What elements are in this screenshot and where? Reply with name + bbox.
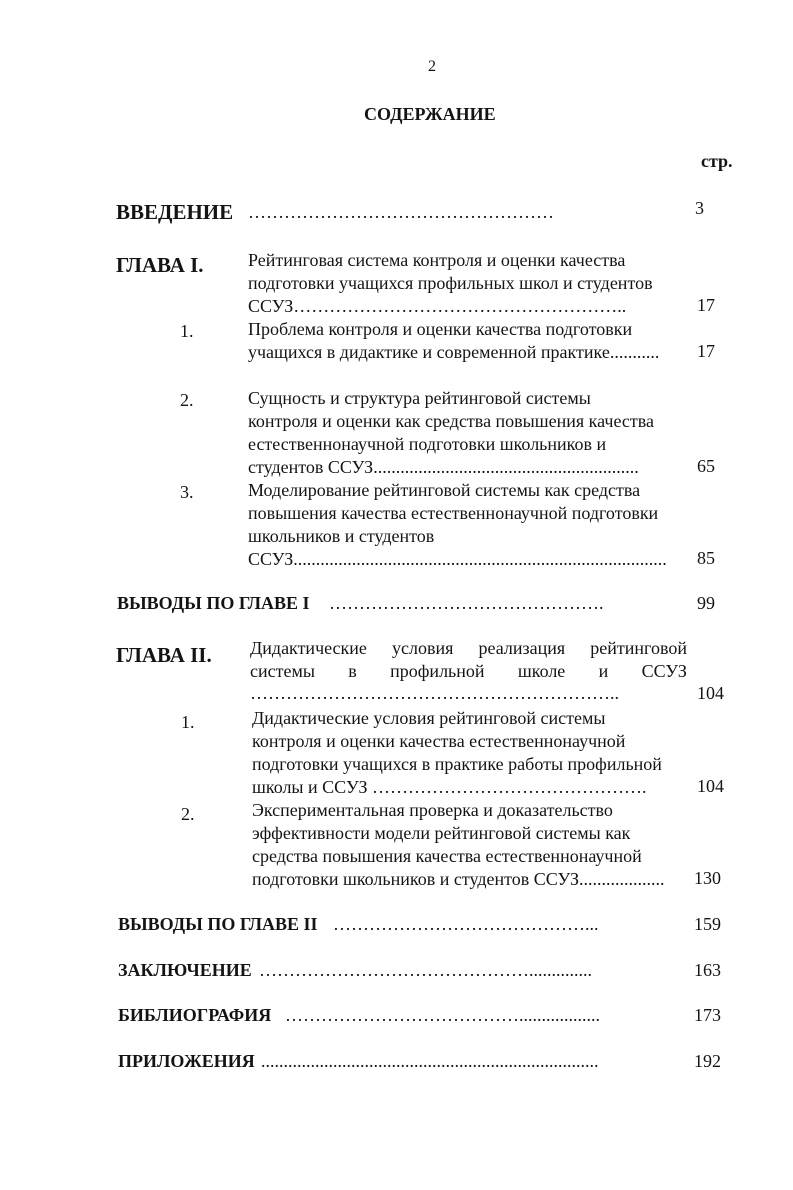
chapter-title-line bbox=[250, 637, 687, 660]
section-title-line: контроля и оценки как средства повышения качества bbox=[248, 411, 655, 431]
toc-page-number: 163 bbox=[694, 960, 721, 980]
toc-page-number: 99 bbox=[697, 593, 715, 613]
toc-leader-dots: ……………………………………... bbox=[333, 914, 599, 934]
section-title-line: Сущность и структура рейтинговой системы bbox=[248, 388, 591, 408]
section-title-line: средства повышения качества естественнонаучной bbox=[252, 846, 642, 866]
toc-entry-label: ЗАКЛЮЧЕНИЕ bbox=[118, 960, 252, 980]
section-number: 3. bbox=[180, 482, 194, 502]
title-word: системы bbox=[250, 661, 315, 681]
toc-page-number: 104 bbox=[697, 776, 724, 796]
toc-leader-dots: ………………………………………. bbox=[329, 593, 604, 613]
section-number: 1. bbox=[180, 321, 194, 341]
toc-entry-label: БИБЛИОГРАФИЯ bbox=[118, 1005, 272, 1025]
title-word: рейтинговой bbox=[590, 638, 687, 658]
chapter-title-line: Рейтинговая система контроля и оценки качества bbox=[248, 250, 626, 270]
section-title-line: Экспериментальная проверка и доказательство bbox=[252, 800, 613, 820]
toc-entry-label: ВВЕДЕНИЕ bbox=[116, 200, 234, 224]
toc-page-number: 65 bbox=[697, 456, 715, 476]
title-word: Дидактические bbox=[250, 638, 367, 658]
title-word: реализация bbox=[478, 638, 566, 658]
section-title-line: ССУЗ................................................................................... bbox=[248, 549, 667, 569]
toc-page-number: 85 bbox=[697, 548, 715, 568]
toc-page-number: 104 bbox=[697, 683, 724, 703]
section-title-line: Проблема контроля и оценки качества подготовки bbox=[248, 319, 633, 339]
pages-column-header: стр. bbox=[701, 151, 733, 171]
chapter-label: ГЛАВА I. bbox=[116, 253, 204, 277]
toc-page-number: 17 bbox=[697, 295, 715, 315]
title-word: школе bbox=[517, 661, 566, 681]
section-number: 1. bbox=[181, 712, 195, 732]
section-title-line: контроля и оценки качества естественнонаучной bbox=[252, 731, 626, 751]
chapter-title-line: ССУЗ……………………………………………….. bbox=[248, 296, 627, 316]
toc-page-number: 173 bbox=[694, 1005, 721, 1025]
page-title: СОДЕРЖАНИЕ bbox=[364, 104, 496, 124]
section-title-line: Дидактические условия рейтинговой системы bbox=[252, 708, 606, 728]
toc-leader-dots: ........................................................................... bbox=[261, 1051, 599, 1071]
chapter-label: ГЛАВА II. bbox=[116, 643, 212, 667]
toc-page-number: 130 bbox=[694, 868, 721, 888]
section-title-line: эффективности модели рейтинговой системы как bbox=[252, 823, 631, 843]
section-number: 2. bbox=[180, 390, 194, 410]
toc-entry-label: ВЫВОДЫ ПО ГЛАВЕ II bbox=[118, 914, 318, 934]
toc-leader-dots: ……………………………………….............. bbox=[259, 960, 592, 980]
chapter-title-line: подготовки учащихся профильных школ и студентов bbox=[248, 273, 653, 293]
title-word: условия bbox=[392, 638, 454, 658]
toc-page-number: 159 bbox=[694, 914, 721, 934]
toc-page-number: 17 bbox=[697, 341, 715, 361]
toc-page-number: 3 bbox=[695, 198, 704, 218]
section-title-line: подготовки учащихся в практике работы профильной bbox=[252, 754, 662, 774]
section-title-line: естественнонаучной подготовки школьников и bbox=[248, 434, 607, 454]
section-title-line: повышения качества естественнонаучной подготовки bbox=[248, 503, 659, 523]
section-title-line: Моделирование рейтинговой системы как средства bbox=[248, 480, 641, 500]
toc-entry-label: ВЫВОДЫ ПО ГЛАВЕ I bbox=[117, 593, 310, 613]
title-word: профильной bbox=[390, 661, 485, 681]
title-word: ССУЗ bbox=[641, 661, 687, 681]
title-word: и bbox=[598, 661, 609, 681]
toc-leader-dots: ………………………………….................. bbox=[285, 1005, 600, 1025]
chapter-title-line bbox=[250, 660, 687, 683]
toc-page-number: 192 bbox=[694, 1051, 721, 1071]
section-title-line: студентов ССУЗ........................................................... bbox=[248, 457, 639, 477]
section-number: 2. bbox=[181, 804, 195, 824]
title-word: в bbox=[348, 661, 357, 681]
toc-leader-dots: …………………………………………… bbox=[248, 202, 554, 222]
section-title-line: подготовки школьников и студентов ССУЗ................... bbox=[252, 869, 665, 889]
section-title-line: школьников и студентов bbox=[248, 526, 435, 546]
toc-leader-dots: …………………………………………………….. bbox=[250, 683, 619, 703]
section-title-line: учащихся в дидактике и современной практике........... bbox=[248, 342, 660, 362]
toc-entry-label: ПРИЛОЖЕНИЯ bbox=[118, 1051, 255, 1071]
page-number: 2 bbox=[428, 58, 436, 75]
section-title-line: школы и ССУЗ ………………………………………. bbox=[252, 777, 647, 797]
